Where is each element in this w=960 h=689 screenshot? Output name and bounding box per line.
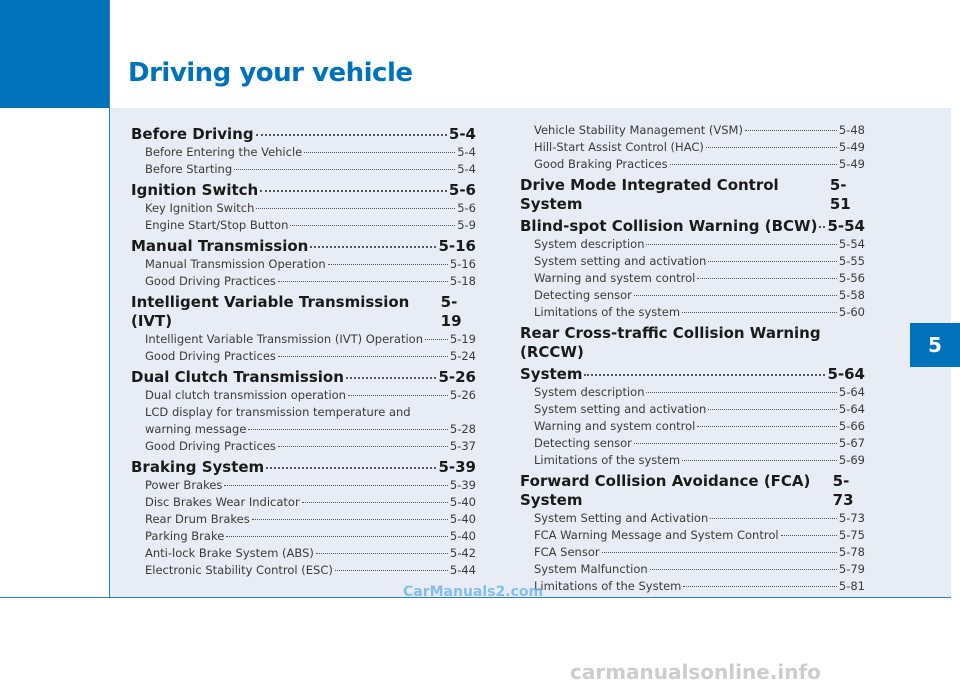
- toc-dot-leader: [256, 208, 455, 209]
- toc-subsection-entry[interactable]: [520, 253, 865, 270]
- toc-dot-leader: [290, 225, 455, 226]
- toc-page-number: 5-4: [457, 162, 476, 176]
- toc-dot-leader: [310, 246, 436, 248]
- toc-subsection-entry[interactable]: [520, 304, 865, 321]
- toc-page-number: 5-28: [449, 422, 476, 436]
- toc-section-entry[interactable]: [131, 181, 476, 200]
- toc-subsection-entry[interactable]: [520, 527, 865, 544]
- toc-entry-label: Parking Brake: [145, 529, 225, 543]
- toc-entry-label: Warning and system control: [534, 271, 696, 285]
- toc-subsection-entry[interactable]: [131, 200, 476, 217]
- toc-subsection-entry[interactable]: [131, 528, 476, 545]
- toc-subsection-entry[interactable]: [131, 562, 476, 579]
- toc-subsection-entry[interactable]: [131, 348, 476, 365]
- toc-page-number: 5-39: [438, 458, 476, 476]
- toc-entry-label: Braking System: [131, 458, 265, 476]
- toc-dot-leader: [278, 281, 448, 282]
- toc-page-number: 5-4: [457, 145, 476, 159]
- toc-subsection-entry[interactable]: [131, 144, 476, 161]
- page-title: Driving your vehicle: [128, 58, 413, 88]
- toc-dot-leader: [304, 152, 455, 153]
- toc-dot-leader: [335, 570, 448, 571]
- toc-entry-label: Drive Mode Integrated Control System: [520, 176, 779, 213]
- toc-entry-label: Disc Brakes Wear Indicator: [145, 495, 300, 509]
- toc-entry-label: System: [520, 365, 583, 383]
- toc-dot-leader: [650, 569, 837, 570]
- toc-entry-label: Ignition Switch: [131, 181, 259, 199]
- toc-page-number: 5-73: [838, 511, 865, 525]
- toc-dot-leader: [224, 485, 447, 486]
- toc-dot-leader: [266, 467, 436, 469]
- toc-subsection-entry[interactable]: [520, 544, 865, 561]
- toc-entry-label: Intelligent Variable Transmission (IVT): [131, 293, 410, 330]
- toc-subsection-entry[interactable]: [520, 384, 865, 401]
- toc-page-number: 5-26: [449, 388, 476, 402]
- toc-entry-label: Electronic Stability Control (ESC): [145, 563, 333, 577]
- toc-dot-leader: [634, 443, 837, 444]
- toc-subsection-entry[interactable]: [131, 421, 476, 438]
- toc-page-number: 5-69: [838, 453, 865, 467]
- toc-subsection-entry[interactable]: [520, 139, 865, 156]
- toc-entry-line: Rear Cross-traffic Collision Warning (RCCW): [520, 324, 821, 361]
- toc-page-number: 5-4: [448, 125, 476, 143]
- toc-page-number: 5-81: [838, 579, 865, 593]
- toc-subsection-entry[interactable]: [131, 438, 476, 455]
- toc-page-number: 5-6: [448, 181, 476, 199]
- toc-page-number: 5-16: [449, 257, 476, 271]
- toc-right-column: [520, 122, 865, 595]
- toc-page-number: 5-73: [832, 472, 854, 509]
- toc-dot-leader: [708, 409, 837, 410]
- toc-entry-label: Before Entering the Vehicle: [145, 145, 303, 159]
- toc-page-number: 5-26: [438, 368, 476, 386]
- toc-entry-label: Intelligent Variable Transmission (IVT) Operation: [145, 332, 423, 346]
- toc-entry-label: System setting and activation: [534, 254, 707, 268]
- watermark-carmanuals2[interactable]: CarManuals2.com: [403, 584, 544, 600]
- toc-page-number: 5-9: [457, 218, 476, 232]
- toc-dot-leader: [328, 264, 448, 265]
- toc-dot-leader: [278, 356, 448, 357]
- toc-dot-leader: [348, 395, 448, 396]
- toc-dot-leader: [602, 552, 837, 553]
- toc-dot-leader: [683, 586, 837, 587]
- toc-dot-leader: [745, 130, 837, 131]
- toc-subsection-entry[interactable]: [520, 561, 865, 578]
- toc-entry-label: System description: [534, 237, 645, 251]
- toc-entry-label: FCA Sensor: [534, 545, 600, 559]
- toc-entry-label: System description: [534, 385, 645, 399]
- toc-page-number: 5-64: [838, 385, 865, 399]
- toc-entry-label: Hill-Start Assist Control (HAC): [534, 140, 704, 154]
- toc-entry-label: Engine Start/Stop Button: [145, 218, 289, 232]
- toc-subsection-entry[interactable]: [520, 401, 865, 418]
- toc-dot-leader: [256, 134, 447, 136]
- toc-page-number: 5-42: [449, 546, 476, 560]
- toc-dot-leader: [697, 426, 837, 427]
- toc-page-number: 5-75: [838, 528, 865, 542]
- toc-subsection-entry[interactable]: [520, 510, 865, 527]
- toc-left-column: [131, 122, 476, 579]
- toc-section-entry[interactable]: [131, 458, 476, 477]
- toc-page-number: 5-40: [449, 495, 476, 509]
- toc-section-entry[interactable]: [131, 293, 476, 331]
- toc-page-number: 5-54: [838, 237, 865, 251]
- toc-page-number: 5-78: [838, 545, 865, 559]
- toc-entry-label: System setting and activation: [534, 402, 707, 416]
- title-band: [109, 0, 960, 108]
- toc-page-number: 5-60: [838, 305, 865, 319]
- toc-entry-label: Anti-lock Brake System (ABS): [145, 546, 314, 560]
- toc-page-number: 5-44: [449, 563, 476, 577]
- toc-page-number: 5-51: [829, 176, 851, 213]
- toc-dot-leader: [425, 339, 448, 340]
- toc-entry-label: Limitations of the System: [534, 579, 682, 593]
- toc-entry-label: Power Brakes: [145, 478, 223, 492]
- toc-entry-label: FCA Warning Message and System Control: [534, 528, 779, 542]
- toc-dot-leader: [682, 312, 837, 313]
- toc-entry-label: Limitations of the system: [534, 453, 681, 467]
- toc-page-number: 5-16: [438, 237, 476, 255]
- toc-subsection-entry[interactable]: [131, 494, 476, 511]
- toc-page-number: 5-58: [838, 288, 865, 302]
- toc-dot-leader: [346, 377, 437, 379]
- toc-section-entry[interactable]: [520, 472, 865, 510]
- toc-subsection-entry[interactable]: [131, 477, 476, 494]
- toc-subsection-entry[interactable]: [520, 435, 865, 452]
- toc-dot-leader: [708, 261, 837, 262]
- toc-dot-leader: [278, 446, 448, 447]
- toc-page-number: 5-67: [838, 436, 865, 450]
- toc-entry-label: Key Ignition Switch: [145, 201, 255, 215]
- toc-dot-leader: [710, 518, 837, 519]
- left-rule: [109, 0, 110, 598]
- toc-dot-leader: [781, 535, 837, 536]
- toc-entry-label: Before Starting: [145, 162, 233, 176]
- toc-dot-leader: [302, 502, 448, 503]
- toc-subsection-entry[interactable]: [131, 217, 476, 234]
- toc-entry-label: warning message: [145, 422, 247, 436]
- corner-block: [0, 0, 109, 108]
- toc-entry-label: Limitations of the system: [534, 305, 681, 319]
- toc-page-number: 5-56: [838, 271, 865, 285]
- toc-entry-label: Dual Clutch Transmission: [131, 368, 344, 386]
- toc-entry-label: Good Driving Practices: [145, 439, 276, 453]
- toc-entry-label: Good Driving Practices: [145, 349, 276, 363]
- toc-dot-leader: [260, 190, 447, 192]
- toc-subsection-entry[interactable]: [131, 511, 476, 528]
- toc-section-entry[interactable]: [131, 237, 476, 256]
- toc-entry-label: Good Driving Practices: [145, 274, 276, 288]
- toc-dot-leader: [584, 374, 825, 376]
- toc-dot-leader: [226, 536, 448, 537]
- toc-entry-label: Detecting sensor: [534, 436, 632, 450]
- toc-dot-leader: [646, 392, 836, 393]
- toc-page-number: 5-18: [449, 274, 476, 288]
- toc-subsection-entry[interactable]: [131, 161, 476, 178]
- toc-dot-leader: [646, 244, 836, 245]
- toc-dot-leader: [252, 519, 448, 520]
- toc-page-number: 5-49: [838, 157, 865, 171]
- toc-page-number: 5-66: [838, 419, 865, 433]
- toc-section-entry[interactable]: [520, 217, 865, 236]
- toc-page-number: 5-49: [838, 140, 865, 154]
- toc-dot-leader: [634, 295, 837, 296]
- toc-entry-label: Detecting sensor: [534, 288, 632, 302]
- toc-subsection-entry[interactable]: [131, 387, 476, 404]
- toc-section-entry[interactable]: [520, 365, 865, 384]
- toc-page-number: 5-24: [449, 349, 476, 363]
- chapter-tab[interactable]: 5: [910, 323, 960, 367]
- toc-subsection-entry[interactable]: [131, 331, 476, 348]
- toc-entry-label: Forward Collision Avoidance (FCA) System: [520, 472, 811, 509]
- toc-entry-label: Manual Transmission Operation: [145, 257, 326, 271]
- toc-entry-label: System Malfunction: [534, 562, 648, 576]
- toc-page-number: 5-79: [838, 562, 865, 576]
- toc-entry-label: Manual Transmission: [131, 237, 309, 255]
- toc-subsection-entry[interactable]: [520, 418, 865, 435]
- toc-subsection-entry[interactable]: [520, 270, 865, 287]
- toc-entry-label: Rear Drum Brakes: [145, 512, 250, 526]
- toc-dot-leader: [234, 169, 455, 170]
- toc-page-number: 5-19: [449, 332, 476, 346]
- toc-dot-leader: [682, 460, 837, 461]
- toc-entry-label: Vehicle Stability Management (VSM): [534, 123, 743, 137]
- toc-entry-line: LCD display for transmission temperature and: [145, 405, 411, 419]
- toc-dot-leader: [697, 278, 837, 279]
- toc-page-number: 5-64: [827, 365, 865, 383]
- toc-section-entry[interactable]: [131, 368, 476, 387]
- toc-page-number: 5-39: [449, 478, 476, 492]
- toc-entry-label: System Setting and Activation: [534, 511, 709, 525]
- toc-page-number: 5-40: [449, 512, 476, 526]
- toc-subsection-entry[interactable]: [131, 545, 476, 562]
- toc-dot-leader: [248, 429, 448, 430]
- toc-dot-leader: [316, 553, 448, 554]
- toc-page-number: 5-54: [827, 217, 865, 235]
- toc-entry-label: Blind-spot Collision Warning (BCW): [520, 217, 818, 235]
- toc-page-number: 5-48: [838, 123, 865, 137]
- toc-page-number: 5-37: [449, 439, 476, 453]
- toc-dot-leader: [819, 226, 825, 228]
- toc-dot-leader: [706, 147, 837, 148]
- toc-subsection-entry[interactable]: [131, 273, 476, 290]
- toc-entry-label: Dual clutch transmission operation: [145, 388, 346, 402]
- toc-subsection-entry[interactable]: [131, 256, 476, 273]
- toc-entry-label: Before Driving: [131, 125, 254, 143]
- toc-subsection-entry[interactable]: [520, 578, 865, 595]
- toc-entry-label: Warning and system control: [534, 419, 696, 433]
- toc-section-entry[interactable]: [520, 176, 865, 214]
- toc-page-number: 5-64: [838, 402, 865, 416]
- toc-subsection-entry[interactable]: [520, 156, 865, 173]
- toc-page-number: 5-55: [838, 254, 865, 268]
- toc-page-number: 5-6: [457, 201, 476, 215]
- toc-subsection-entry[interactable]: [520, 236, 865, 253]
- toc-page-number: 5-40: [449, 529, 476, 543]
- toc-section-entry[interactable]: [131, 125, 476, 144]
- toc-page-number: 5-19: [440, 293, 462, 330]
- toc-subsection-entry[interactable]: [520, 122, 865, 139]
- toc-entry-label: Good Braking Practices: [534, 157, 668, 171]
- toc-subsection-entry[interactable]: [520, 287, 865, 304]
- watermark-carmanualsonline[interactable]: carmanualsonline.info: [570, 660, 821, 684]
- toc-dot-leader: [670, 164, 837, 165]
- toc-subsection-entry[interactable]: [520, 452, 865, 469]
